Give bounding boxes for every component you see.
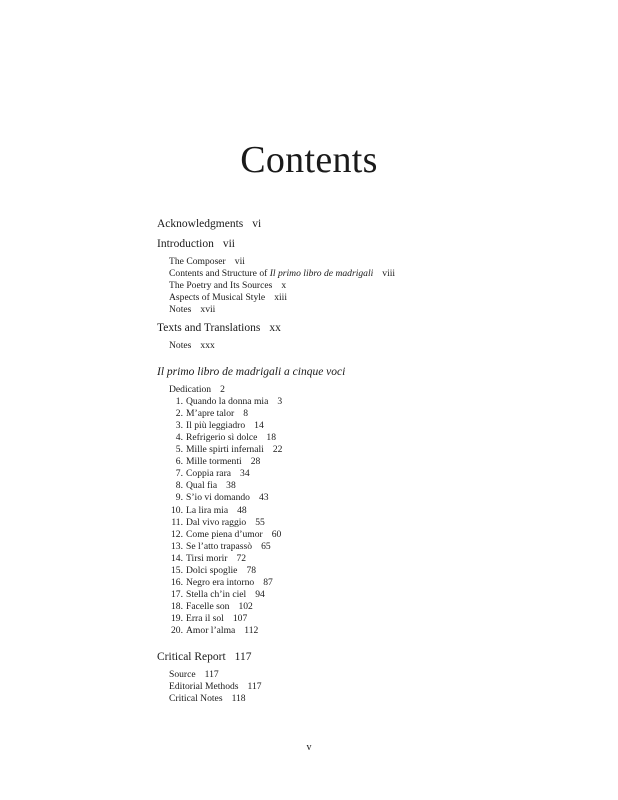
madrigal-entry — [157, 396, 577, 408]
madrigal-number: 19. — [171, 613, 183, 625]
toc-label: Aspects of Musical Style — [169, 292, 266, 304]
toc-page: 112 — [244, 625, 259, 637]
madrigal-number: 17. — [171, 589, 183, 601]
toc-page: 72 — [236, 552, 247, 564]
toc-page: vii — [222, 238, 235, 250]
madrigal-entry — [157, 444, 577, 456]
madrigal-number: 3. — [175, 419, 183, 431]
madrigal-entry — [157, 492, 577, 504]
toc-label: Editorial Methods — [169, 680, 239, 692]
toc-label: Critical Notes — [169, 692, 223, 704]
madrigal-entry — [157, 541, 577, 553]
toc-entry-critical-report — [157, 649, 577, 665]
madrigal-number: 13. — [171, 540, 183, 552]
madrigal-number: 20. — [171, 625, 183, 637]
toc-label: Negro era intorno — [186, 577, 255, 589]
edition-heading: Il primo libro de madrigali a cinque voci — [157, 365, 346, 378]
madrigal-entry — [157, 468, 577, 480]
toc-label: Critical Report — [157, 650, 226, 663]
madrigal-number: 12. — [171, 528, 183, 540]
toc-subentry — [157, 669, 577, 681]
toc-label: Dolci spoglie — [186, 564, 238, 576]
toc-subentry — [157, 292, 577, 304]
toc-label: Facelle son — [186, 601, 230, 613]
toc-label: Tirsi morir — [186, 552, 228, 564]
madrigal-entry — [157, 480, 577, 492]
toc-page: 117 — [247, 680, 262, 692]
toc-page: xx — [269, 322, 281, 335]
madrigal-number: 4. — [175, 431, 183, 443]
madrigal-entry — [157, 625, 577, 637]
toc-subentry — [157, 693, 577, 705]
toc-page: 87 — [263, 577, 273, 589]
toc-page: 118 — [231, 692, 246, 704]
madrigal-number: 6. — [175, 456, 183, 468]
toc-entry-acknowledgments — [157, 216, 577, 232]
toc-page: 55 — [255, 516, 265, 528]
toc-subentry — [157, 268, 577, 280]
madrigal-number: 7. — [175, 468, 183, 480]
page-number: v — [306, 742, 312, 753]
toc-label: Refrigerio sì dolce — [186, 431, 258, 443]
toc-subentry — [157, 256, 577, 268]
toc-label: The Poetry and Its Sources — [169, 280, 273, 292]
toc-subentry-dedication — [157, 384, 577, 396]
madrigal-number: 10. — [171, 504, 183, 516]
madrigal-number: 11. — [171, 516, 183, 528]
toc-subentry — [157, 304, 577, 316]
toc-label: Stella ch’in ciel — [186, 589, 247, 601]
madrigal-number: 18. — [171, 601, 183, 613]
toc-page: 117 — [234, 650, 252, 663]
table-of-contents — [157, 216, 577, 705]
toc-label: Mille spirti infernali — [186, 444, 264, 456]
toc-page: 38 — [226, 480, 236, 492]
madrigal-entry — [157, 517, 577, 529]
toc-page: 22 — [272, 444, 283, 456]
toc-page: viii — [382, 268, 396, 280]
toc-page: 14 — [254, 419, 264, 431]
madrigal-entry — [157, 565, 577, 577]
toc-label: S’io vi domando — [186, 492, 250, 504]
toc-label: Notes — [169, 340, 192, 352]
toc-subentry — [157, 280, 577, 292]
madrigal-entry — [157, 553, 577, 565]
toc-label: M’apre talor — [186, 407, 235, 419]
page-title: Contents — [240, 139, 378, 181]
toc-entry-introduction — [157, 236, 577, 252]
madrigal-number: 16. — [171, 577, 183, 589]
madrigal-entry — [157, 613, 577, 625]
madrigal-entry — [157, 505, 577, 517]
toc-label: Texts and Translations — [157, 322, 261, 335]
madrigal-number: 9. — [175, 492, 183, 504]
toc-page: 43 — [258, 492, 269, 504]
toc-page: vii — [234, 256, 245, 267]
toc-entry-texts-translations — [157, 320, 577, 336]
toc-label: Notes — [169, 304, 192, 316]
toc-page: 18 — [266, 431, 276, 443]
madrigal-entry — [157, 420, 577, 432]
toc-label: Acknowledgments — [157, 218, 244, 230]
madrigal-number: 15. — [171, 564, 183, 576]
toc-page: 2 — [220, 383, 225, 395]
toc-label: Coppia rara — [186, 468, 232, 480]
madrigal-entry — [157, 577, 577, 589]
madrigal-number: 5. — [175, 444, 183, 456]
toc-page: 3 — [277, 395, 283, 407]
madrigal-entry — [157, 456, 577, 468]
madrigal-number: 14. — [171, 552, 183, 564]
toc-page: 78 — [246, 564, 257, 576]
toc-label: Quando la donna mia — [186, 395, 269, 407]
toc-label: Mille tormenti — [186, 456, 242, 468]
madrigal-number: 2. — [175, 407, 183, 419]
toc-page: 117 — [204, 668, 219, 680]
toc-page: 34 — [240, 468, 250, 480]
toc-page: xiii — [274, 292, 287, 304]
toc-subentry — [157, 340, 577, 352]
toc-label: Erra il sol — [186, 613, 224, 625]
toc-page: xvii — [200, 304, 216, 316]
toc-page: vi — [252, 218, 262, 230]
toc-label: Amor l’alma — [186, 625, 236, 637]
toc-page: 60 — [271, 528, 282, 540]
toc-label: Dedication — [169, 383, 212, 395]
toc-page: 28 — [250, 456, 261, 468]
madrigal-entry — [157, 408, 577, 420]
toc-label: Dal vivo raggio — [186, 516, 247, 528]
toc-page: 48 — [237, 504, 247, 516]
madrigal-number: 1. — [175, 395, 183, 407]
madrigal-entry — [157, 589, 577, 601]
toc-label: Come piena d’umor — [186, 528, 263, 540]
toc-page: 8 — [243, 407, 249, 419]
toc-page: 65 — [261, 540, 271, 552]
madrigal-entry — [157, 432, 577, 444]
toc-page: x — [281, 280, 287, 292]
toc-label: Contents and Structure of — [169, 268, 270, 280]
toc-label-italic: Il primo libro de madrigali — [269, 268, 374, 280]
toc-page: xxx — [200, 340, 215, 352]
toc-label: La lira mia — [186, 504, 229, 516]
toc-label: Introduction — [157, 238, 214, 250]
toc-label: Qual fia — [186, 480, 218, 492]
toc-page: 94 — [255, 589, 265, 601]
toc-label: Se l’atto trapassò — [186, 540, 253, 552]
madrigal-entry — [157, 529, 577, 541]
toc-label: The Composer — [169, 256, 226, 267]
madrigal-entry — [157, 601, 577, 613]
madrigal-number: 8. — [175, 480, 183, 492]
toc-page: 107 — [232, 613, 248, 625]
toc-label: Il più leggiadro — [186, 419, 246, 431]
toc-page: 102 — [238, 601, 253, 613]
madrigal-list — [157, 396, 577, 638]
toc-subentry — [157, 681, 577, 693]
toc-label: Source — [169, 668, 196, 680]
